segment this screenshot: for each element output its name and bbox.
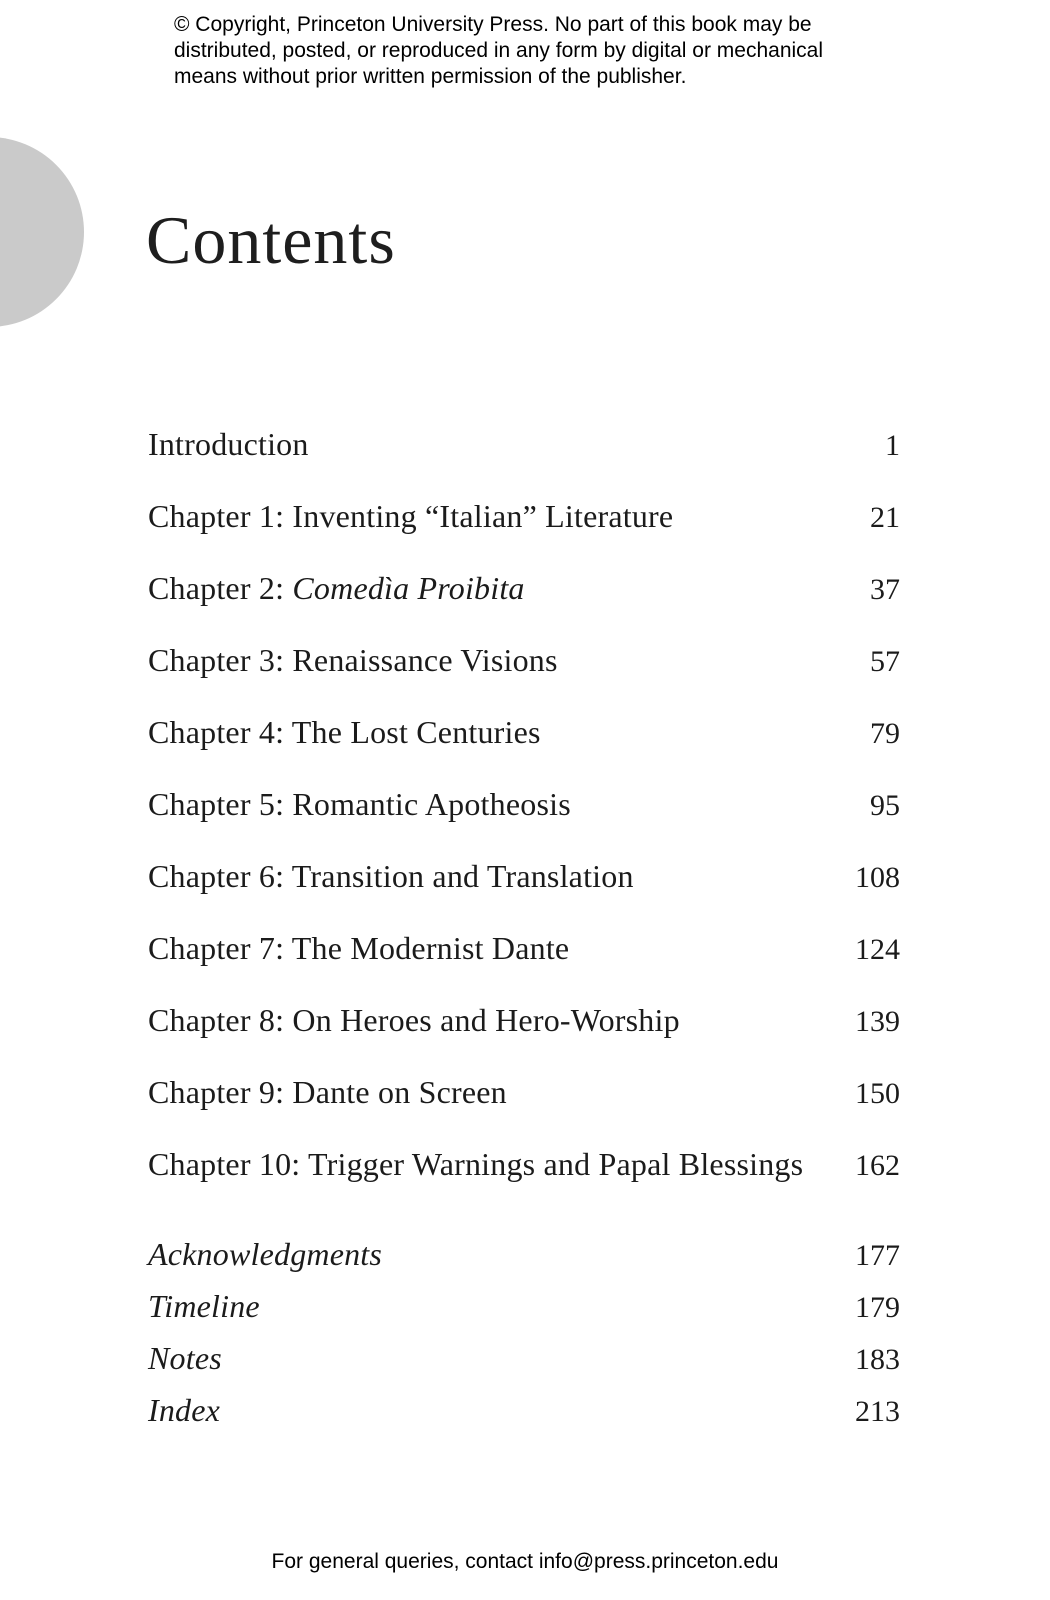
toc-entry-page: 179: [855, 1291, 900, 1324]
decorative-circle: [0, 137, 84, 327]
toc-entry-chapter-1: [148, 496, 900, 538]
toc-entry-page: 183: [855, 1343, 900, 1376]
entry-text-italic: Comedìa Proibita: [292, 570, 525, 606]
toc-entry-page: 95: [870, 789, 900, 822]
toc-entry-label: [148, 640, 558, 680]
toc-entry-chapter-6: [148, 856, 900, 898]
entry-text-regular: Chapter 1: Inventing “Italian” Literature: [148, 498, 674, 534]
toc-entry-introduction: [148, 424, 900, 466]
toc-entry-label: [148, 424, 309, 464]
toc-entry-page: 108: [855, 861, 900, 894]
toc-entry-page: 37: [870, 573, 900, 606]
toc-entry-chapter-10: [148, 1144, 900, 1186]
toc-entry-label: [148, 784, 571, 824]
copyright-line: © Copyright, Princeton University Press. No part of this book may be: [174, 13, 812, 36]
toc-entry-page: 177: [855, 1239, 900, 1272]
copyright-notice: [174, 12, 823, 90]
toc-entry-label: [148, 1144, 803, 1184]
page-title: Contents: [146, 202, 396, 278]
toc-entry-page: 124: [855, 933, 900, 966]
toc-entry-label: [148, 1390, 220, 1430]
entry-text-regular: Chapter 7: The Modernist Dante: [148, 930, 570, 966]
entry-text-regular: Chapter 9: Dante on Screen: [148, 1074, 507, 1110]
toc-entry-chapter-3: [148, 640, 900, 682]
table-of-contents: [148, 424, 900, 1442]
toc-entry-page: 79: [870, 717, 900, 750]
toc-entry-notes: [148, 1338, 900, 1380]
toc-entry-label: [148, 1072, 507, 1112]
toc-entry-label: [148, 1000, 680, 1040]
toc-entry-chapter-7: [148, 928, 900, 970]
toc-entry-label: [148, 1234, 382, 1274]
toc-entry-chapter-5: [148, 784, 900, 826]
toc-entry-label: [148, 496, 673, 536]
toc-entry-chapter-9: [148, 1072, 900, 1114]
entry-text-regular: Chapter 8: On Heroes and Hero-Worship: [148, 1002, 680, 1038]
toc-entry-label: [148, 1338, 222, 1378]
toc-entry-page: 21: [870, 501, 900, 534]
toc-entry-label: [148, 928, 569, 968]
toc-entry-page: 213: [855, 1395, 900, 1428]
copyright-line: distributed, posted, or reproduced in any form by digital or mechanical: [174, 39, 824, 62]
entry-text-regular: Chapter 6: Transition and Translation: [148, 858, 634, 894]
entry-text-italic: Acknowledgments: [148, 1236, 383, 1272]
toc-entry-label: [148, 856, 634, 896]
toc-entry-label: [148, 1286, 260, 1326]
toc-entry-page: 139: [855, 1005, 900, 1038]
toc-entry-page: 162: [855, 1149, 900, 1182]
toc-entry-page: 1: [885, 429, 900, 462]
entry-text-regular: Chapter 2:: [148, 570, 293, 606]
entry-text-regular: Chapter 3: Renaissance Visions: [148, 642, 558, 678]
footer-contact-note: For general queries, contact info@press.princeton.edu: [271, 1550, 779, 1573]
entry-text-italic: Timeline: [148, 1288, 260, 1324]
toc-entry-label: [148, 712, 541, 752]
entry-text-italic: Notes: [148, 1340, 222, 1376]
entry-text-italic: Index: [148, 1392, 221, 1428]
toc-entry-label: [148, 568, 525, 608]
entry-text-regular: Introduction: [148, 426, 309, 462]
toc-entry-page: 150: [855, 1077, 900, 1110]
entry-text-regular: Chapter 5: Romantic Apotheosis: [148, 786, 571, 822]
toc-entry-index: [148, 1390, 900, 1432]
entry-text-regular: Chapter 4: The Lost Centuries: [148, 714, 541, 750]
toc-entry-chapter-2: [148, 568, 900, 610]
toc-entry-page: 57: [870, 645, 900, 678]
toc-entry-timeline: [148, 1286, 900, 1328]
toc-entry-chapter-4: [148, 712, 900, 754]
toc-entry-acknowledgments: [148, 1234, 900, 1276]
toc-entry-chapter-8: [148, 1000, 900, 1042]
copyright-line: means without prior written permission of the publisher.: [174, 65, 687, 88]
entry-text-regular: Chapter 10: Trigger Warnings and Papal Blessings: [148, 1146, 804, 1182]
